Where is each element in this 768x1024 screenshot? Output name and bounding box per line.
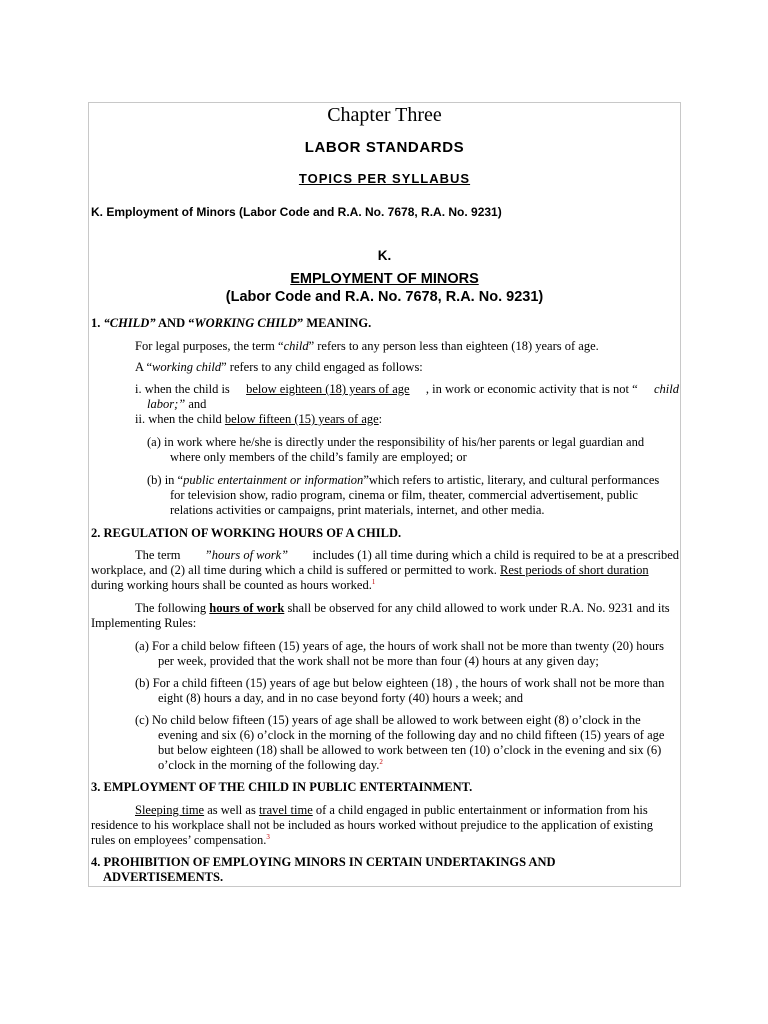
chapter-subtitle: LABOR STANDARDS [304, 139, 465, 156]
footnote-3[interactable]: 3 [266, 833, 270, 841]
section-letter: K. [377, 248, 392, 263]
section-3-line-2: residence to his workplace shall not be included as hours worked without prejudice to the application of existing [91, 818, 654, 832]
item-ii-b-line-2: for television show, radio program, cinema or film, theater, commercial advertisement, public [170, 488, 638, 502]
section-subtitle: (Labor Code and R.A. No. 7678, R.A. No. 9231) [225, 289, 544, 305]
section-2-heading: 2. REGULATION OF WORKING HOURS OF A CHILD. [91, 526, 402, 540]
section-4-heading-line-2: ADVERTISEMENTS. [103, 870, 224, 884]
following-hours-line-1: The following hours of work shall be observed for any child allowed to work under R.A. No. 9231 and its [135, 601, 670, 615]
section-3-heading: 3. EMPLOYMENT OF THE CHILD IN PUBLIC ENTERTAINMENT. [91, 780, 473, 794]
section-1-heading: 1. “CHILD” AND “WORKING CHILD” MEANING. [91, 316, 372, 330]
item-i-line-2: labor;” and [147, 397, 207, 411]
topics-heading: TOPICS PER SYLLABUS [298, 171, 471, 186]
section-3-line-3: rules on employees’ compensation.$^3$ [91, 833, 270, 848]
rule-c-line-3: but below eighteen (18) shall be allowed to work between ten (10) o’clock in the evening and six (6) [158, 743, 662, 757]
child-definition: For legal purposes, the term “child” refers to any person less than eighteen (18) years of age. [135, 339, 599, 353]
rule-a-line-2: per week, provided that the work shall not be more than four (4) hours at any given day; [158, 654, 599, 668]
section-title: EMPLOYMENT OF MINORS [290, 271, 479, 287]
footnote-2[interactable]: 2 [379, 758, 383, 766]
item-i-line-1: i. when the child is below eighteen (18) years of age , in work or economic activity that is not “ child [135, 382, 679, 396]
syllabus-item: K. Employment of Minors (Labor Code and R.A. No. 7678, R.A. No. 9231) [91, 205, 502, 219]
hours-of-work-line-2: workplace, and (2) all time during which a child is suffered or permitted to work. Rest periods of short duration [91, 563, 649, 577]
rule-b-line-2: eight (8) hours a day, and in no case beyond forty (40) hours a week; and [158, 691, 524, 705]
item-ii-a-line-2: where only members of the child’s family are employed; or [170, 450, 467, 464]
section-4-heading-line-1: 4. PROHIBITION OF EMPLOYING MINORS IN CERTAIN UNDERTAKINGS AND [91, 855, 556, 869]
rule-c-line-2: evening and six (6) o’clock in the morning of the following day and no child fifteen (15) years of age [158, 728, 665, 742]
hours-of-work-line-3: during working hours shall be counted as hours worked.$^1$ [91, 578, 376, 593]
rule-b-line-1: (b) For a child fifteen (15) years of age but below eighteen (18) , the hours of work shall not be more than [135, 676, 665, 690]
hours-of-work-line-1: The term ”hours of work” includes (1) all time during which a child is required to be at a prescribed [135, 548, 679, 562]
section-3-line-1: Sleeping time as well as travel time of a child engaged in public entertainment or information from his [135, 803, 648, 817]
working-child-definition: A “working child” refers to any child engaged as follows: [135, 360, 423, 374]
item-ii-b-line-3: relations activities or campaigns, print materials, internet, and other media. [170, 503, 545, 517]
following-hours-line-2: Implementing Rules: [91, 616, 197, 630]
rule-c-line-1: (c) No child below fifteen (15) years of age shall be allowed to work between eight (8) o’clock in the [135, 713, 641, 727]
item-ii: ii. when the child below fifteen (15) years of age: [135, 412, 383, 426]
chapter-title: Chapter Three [327, 104, 442, 126]
item-ii-a-line-1: (a) in work where he/she is directly under the responsibility of his/her parents or legal guardian and [147, 435, 645, 449]
rule-c-line-4: o’clock in the morning of the following day.$^2$ [158, 758, 383, 773]
item-ii-b-line-1: (b) in “public entertainment or information”which refers to artistic, literary, and cultural performances [147, 473, 660, 487]
rule-a-line-1: (a) For a child below fifteen (15) years of age, the hours of work shall not be more than twenty (20) hours [135, 639, 665, 653]
footnote-1[interactable]: 1 [371, 578, 376, 586]
